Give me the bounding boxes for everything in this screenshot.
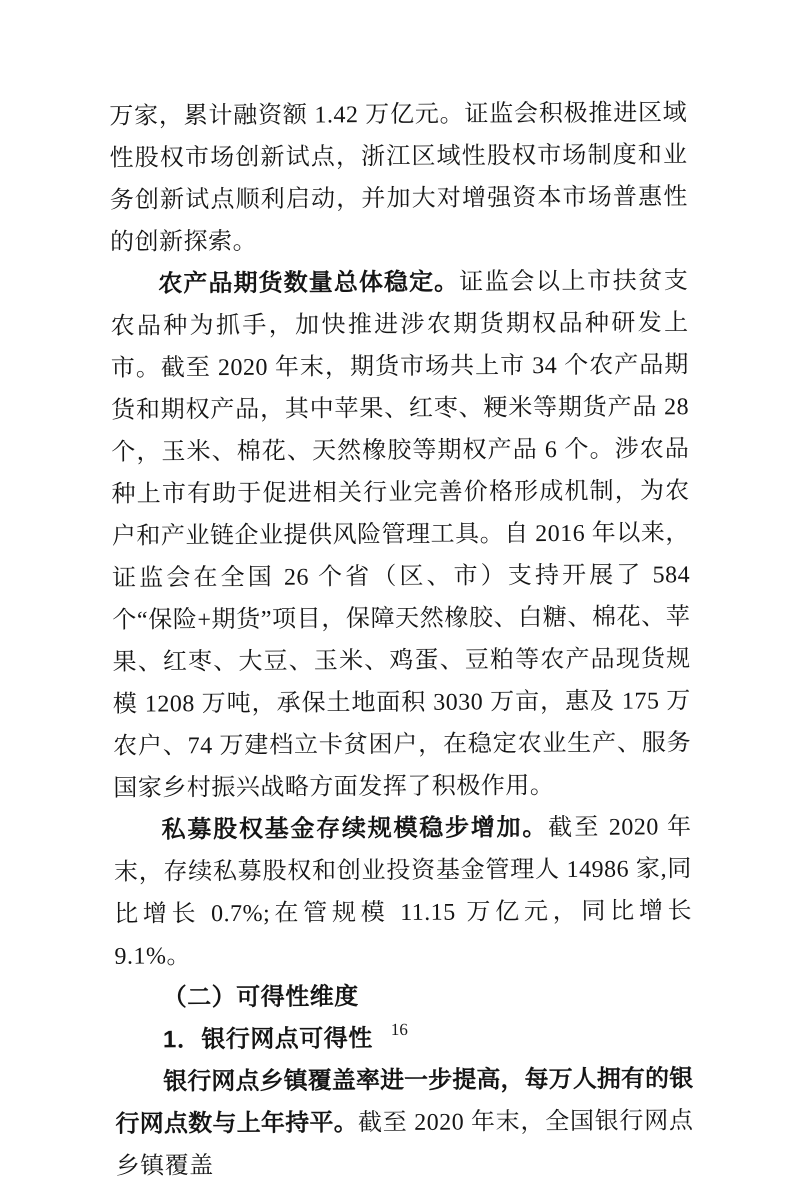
subsection-heading-bank-branch-availability: 1．银行网点可得性 <box>162 1025 373 1054</box>
paragraph-bold-lead: 银行网点乡镇覆盖率进一步提高，每万人拥有的银行网点数与上年持平。 <box>115 1065 694 1138</box>
page-number: 16 <box>390 1019 408 1040</box>
paragraph-private-equity <box>114 806 693 978</box>
paragraph-text: 截至 2020 年末，全国银行网点乡镇覆盖 <box>115 1108 694 1180</box>
paragraph-agri-futures <box>110 260 691 810</box>
paragraph-bold-lead: 私募股权基金存续规模稳步增加。 <box>161 814 549 844</box>
paragraph-text: 万家，累计融资额 1.42 万亿元。证监会积极推进区域性股权市场创新试点，浙江区域性股权市场制度和业务创新试点顺利启动，并加大对增强资本市场普惠性的创新探索。 <box>109 100 688 256</box>
section-heading-availability-dimension: （二）可得性维度 <box>162 983 359 1012</box>
paragraph-text: 证监会以上市扶贫支农品种为抓手，加快推进涉农期货期权品种研发上市。截至 2020 年末，期货市场共上市 34 个农产品期货和期权产品，其中苹果、红枣、粳米等期货产品 28 个，玉米、棉花、天然橡胶等期权产品 6 个。涉农品种上市有助于促进相关行业完善价格形成机制，为农户和产业链企业提供风险管理工具。自 2016 年以来，证监会在全国 26 个省（区、市）支持开展了 584 个“保险+期货”项目，保障天然橡胶、白糖、棉花、苹果、红枣、大豆、玉米、鸡蛋、豆粕等农产品现货规模 1208 万吨，承保土地面积 3030 万亩，惠及 175 万农户、74 万建档立卡贫困户，在稳定农业生产、服务国家乡村振兴战略方面发挥了积极作用。 <box>110 268 692 802</box>
paragraph-text: 截至 2020 年末，存续私募股权和创业投资基金管理人 14986 家,同比增长 0.7%;在管规模 11.15 万亿元，同比增长 9.1%。 <box>113 814 693 970</box>
paragraph-continuation <box>109 92 688 264</box>
paragraph-bold-lead: 农产品期货数量总体稳定。 <box>158 268 460 298</box>
paragraph-bank-coverage <box>115 1058 694 1188</box>
